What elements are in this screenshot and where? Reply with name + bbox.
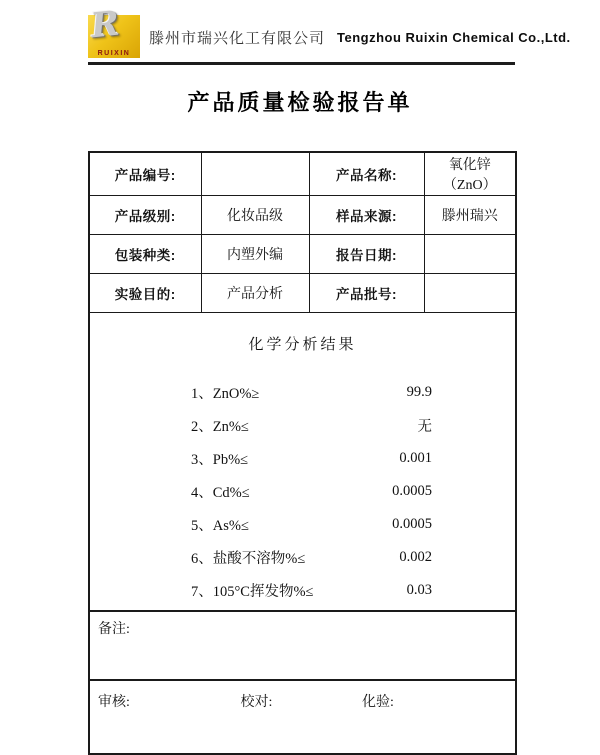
report-title: 产品质量检验报告单 [187,90,413,115]
info-row [89,235,516,274]
logo-r-icon: R [88,3,122,46]
analysis-item [91,541,514,574]
analysis-item-label: 4、Cd%≤ [191,485,250,501]
field-label-product-code: 产品编号: [89,152,201,196]
analysis-item [91,574,514,607]
signatures-section [89,680,516,754]
analysis-item-label: 5、As%≤ [191,518,249,534]
assay-label: 化验: [362,695,394,710]
field-label-product-grade: 产品级别: [89,196,201,235]
analysis-item-label: 6、盐酸不溶物%≤ [191,551,306,567]
info-row [89,274,516,313]
company-name-cn: 滕州市瑞兴化工有限公司 [149,31,326,47]
company-logo [88,3,140,58]
remarks-section [89,611,516,680]
analysis-item-label: 7、105°C挥发物%≤ [191,584,314,600]
analysis-item-value: 0.03 [406,582,432,598]
field-label-experiment-purpose: 实验目的: [89,274,201,313]
field-value-product-name: 氧化锌（ZnO） [424,152,516,196]
logo-brand-text: RUIXIN [97,49,131,57]
analysis-section [89,313,516,612]
field-value-packaging-type: 内塑外编 [201,235,309,274]
field-label-sample-source: 样品来源: [309,196,424,235]
analysis-list [91,376,514,607]
field-value-product-code [201,152,309,196]
proofread-label: 校对: [240,695,273,710]
analysis-item-value: 无 [417,419,432,435]
field-value-batch-number [424,274,516,313]
info-row [89,152,516,196]
analysis-item-label: 2、Zn%≤ [191,419,249,435]
remarks-row [89,611,516,680]
analysis-item-label: 3、Pb%≤ [191,452,249,468]
field-value-sample-source: 滕州瑞兴 [424,196,516,235]
header [88,3,571,65]
analysis-item [91,475,514,508]
analysis-item [91,508,514,541]
analysis-item-value: 0.0005 [392,483,432,499]
field-label-product-name: 产品名称: [309,152,424,196]
analysis-item-value: 0.001 [399,450,432,466]
field-label-packaging-type: 包装种类: [89,235,201,274]
company-name-en: Tengzhou Ruixin Chemical Co.,Ltd. [337,30,571,45]
field-value-product-grade: 化妆品级 [201,196,309,235]
analysis-heading: 化学分析结果 [248,337,357,353]
field-label-report-date: 报告日期: [309,235,424,274]
report-table [88,151,517,755]
remarks-label: 备注: [98,622,130,637]
field-label-batch-number: 产品批号: [309,274,424,313]
analysis-item-value: 0.002 [399,549,432,565]
field-value-experiment-purpose: 产品分析 [201,274,309,313]
field-value-report-date [424,235,516,274]
analysis-item-value: 0.0005 [392,516,432,532]
info-row [89,196,516,235]
analysis-row [89,313,516,612]
analysis-item [91,442,514,475]
analysis-item-value: 99.9 [406,384,432,400]
signatures-row [89,680,516,754]
analysis-item [91,376,514,409]
analysis-item [91,409,514,442]
review-label: 审核: [98,695,130,710]
analysis-item-label: 1、ZnO%≥ [191,386,260,402]
